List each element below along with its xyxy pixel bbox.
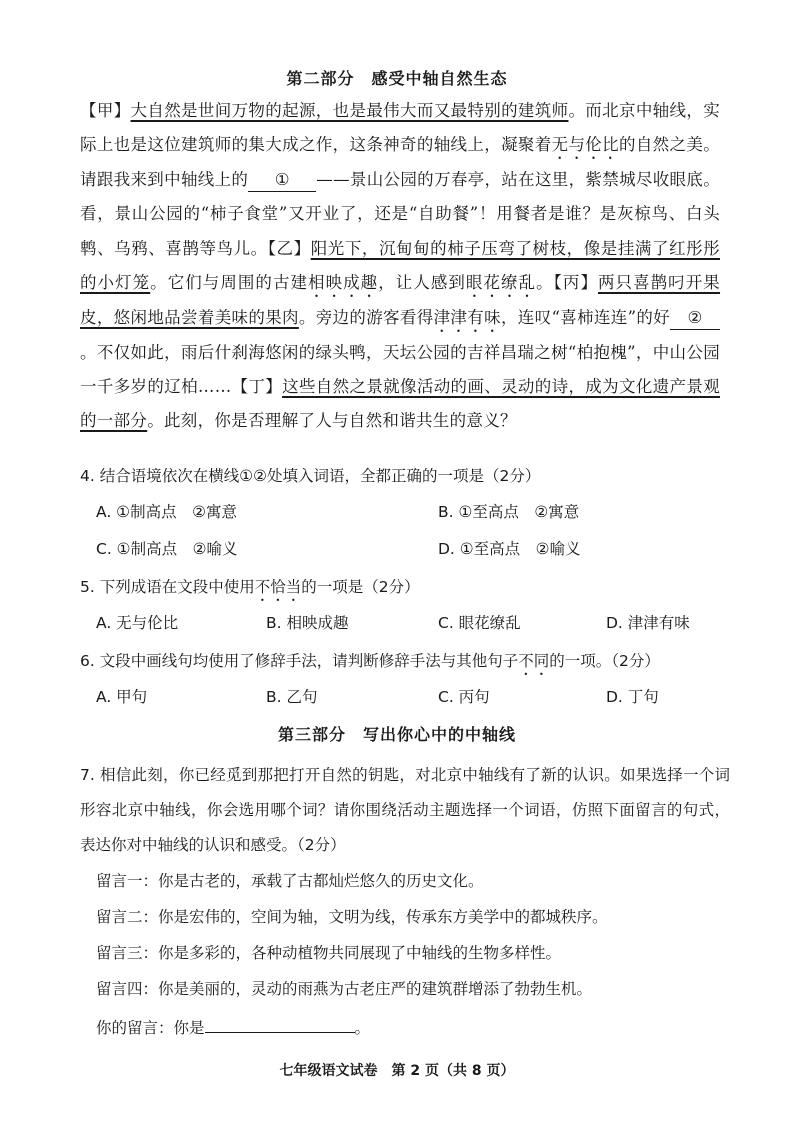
question-7-stem: 7. 相信此刻，你已经觅到那把打开自然的钥匙，对北京中轴线有了新的认识。如果选择一个词形容北京中轴线，你会选用哪个词？请你围绕活动主题选择一个词语，仿照下面留言的句式，表达你对中轴线的认识和感受。（2分） xyxy=(80,766,730,854)
reading-passage xyxy=(80,94,720,438)
passage-text: 。不仅如此，雨后什刹海悠闲的绿头鸭，天坛公园的吉祥昌瑞之树“柏抱槐”，中山公园一千多岁的辽柏…… xyxy=(80,342,720,397)
passage-text: ，让人感到 xyxy=(378,272,466,292)
your-message-row xyxy=(96,1016,736,1039)
sample-message-4: 留言四：你是美丽的，灵动的雨燕为古老庄严的建筑群增添了勃勃生机。 xyxy=(96,980,593,998)
blank-2[interactable]: ② xyxy=(670,307,720,330)
q5-option-b[interactable]: B. 相映成趣 xyxy=(266,614,349,632)
passage-text: 。此刻，你是否理解了人与自然和谐共生的意义？ xyxy=(147,411,517,431)
section-3-title: 第三部分 写出你心中的中轴线 xyxy=(277,725,516,744)
blank-1[interactable]: ① xyxy=(248,169,316,192)
q5-emphasis: 不恰当 xyxy=(254,578,302,596)
q6-option-d[interactable]: D. 丁句 xyxy=(606,688,659,706)
q4-option-c[interactable]: C. ①制高点 ②喻义 xyxy=(96,540,238,558)
passage-text: 的自然之美。请跟我来到中轴线上的 xyxy=(80,135,720,190)
idiom-yanhualiaoluan: 眼花缭乱 xyxy=(465,272,537,292)
q6-stem-text: 的一项。（2分） xyxy=(549,652,660,670)
q6-option-c[interactable]: C. 丙句 xyxy=(438,688,490,706)
passage-text: 。旁边的游客看得 xyxy=(298,307,434,327)
your-message-end: 。 xyxy=(354,1019,371,1037)
q4-option-d[interactable]: D. ①至高点 ②喻义 xyxy=(438,540,581,558)
q6-stem-text: 6. 文段中画线句均使用了修辞手法，请判断修辞手法与其他句子 xyxy=(80,652,519,670)
sentence-jia: 大自然是世间万物的起源，也是最伟大而又最特别的建筑师 xyxy=(130,101,569,120)
q6-option-b[interactable]: B. 乙句 xyxy=(266,688,318,706)
mark-yi: 【乙】 xyxy=(267,238,311,258)
q5-option-c[interactable]: C. 眼花缭乱 xyxy=(438,614,521,632)
mark-ding: 【丁】 xyxy=(231,377,283,397)
question-4-stem: 4. 结合语境依次在横线①②处填入词语，全都正确的一项是（2分） xyxy=(80,467,541,485)
idiom-jinjinyouwei: 津津有味 xyxy=(433,307,501,327)
mark-jia: 【甲】 xyxy=(80,101,131,120)
idiom-wuyulunbi: 无与伦比 xyxy=(551,135,619,155)
q4-option-b[interactable]: B. ①至高点 ②寓意 xyxy=(438,503,580,521)
mark-bing: 【丙】 xyxy=(553,272,598,292)
passage-text: 。它们与周围的古建 xyxy=(150,272,309,292)
q5-option-a[interactable]: A. 无与伦比 xyxy=(96,614,179,632)
question-5-stem xyxy=(80,576,730,605)
sample-message-1: 留言一：你是古老的，承载了古都灿烂悠久的历史文化。 xyxy=(96,872,484,890)
sentence-bing: 两只喜鹊叼开果皮，悠闲地品尝着美味的果肉 xyxy=(80,272,721,327)
passage-text: 。 xyxy=(536,272,554,292)
answer-blank-line[interactable] xyxy=(205,1016,355,1033)
q4-option-a[interactable]: A. ①制高点 ②寓意 xyxy=(96,503,237,521)
passage-text: ，连叹“喜柿连连”的好 xyxy=(500,307,671,327)
q5-stem-text: 的一项是（2分） xyxy=(301,578,420,596)
q6-option-a[interactable]: A. 甲句 xyxy=(96,688,148,706)
sample-message-3: 留言三：你是多彩的，各种动植物共同展现了中轴线的生物多样性。 xyxy=(96,944,562,962)
section-2-title: 第二部分 感受中轴自然生态 xyxy=(286,69,508,88)
your-message-label: 你的留言：你是 xyxy=(96,1019,205,1037)
q6-emphasis: 不同 xyxy=(518,652,550,670)
sentence-yi: 阳光下，沉甸甸的柿子压弯了树枝，像是挂满了红彤彤的小灯笼 xyxy=(80,238,720,292)
question-6-stem xyxy=(80,650,730,679)
q5-stem-text: 5. 下列成语在文段中使用 xyxy=(80,578,255,596)
idiom-xiangyingchengqu: 相映成趣 xyxy=(308,272,379,292)
passage-text: 。而北京中轴线，实际上也是这位建筑师的集大成之作，这条神奇的轴线上，凝聚着 xyxy=(80,101,720,155)
sample-message-2: 留言二：你是宏伟的，空间为轴，文明为线，传承东方美学中的都城秩序。 xyxy=(96,908,608,926)
q5-option-d[interactable]: D. 津津有味 xyxy=(606,614,690,632)
page-footer: 七年级语文试卷 第 2 页（共 8 页） xyxy=(279,1063,515,1079)
sentence-ding: 这些自然之景就像活动的画、灵动的诗，成为文化遗产景观的一部分 xyxy=(80,377,720,431)
passage-text: ——景山公园的万春亭，站在这里，紫禁城尽收眼底。看，景山公园的“柿子食堂”又开业了，还是“自助餐”！用餐者是谁？是灰椋鸟、白头鹎、乌鸦、喜鹊等鸟儿。 xyxy=(80,170,720,258)
